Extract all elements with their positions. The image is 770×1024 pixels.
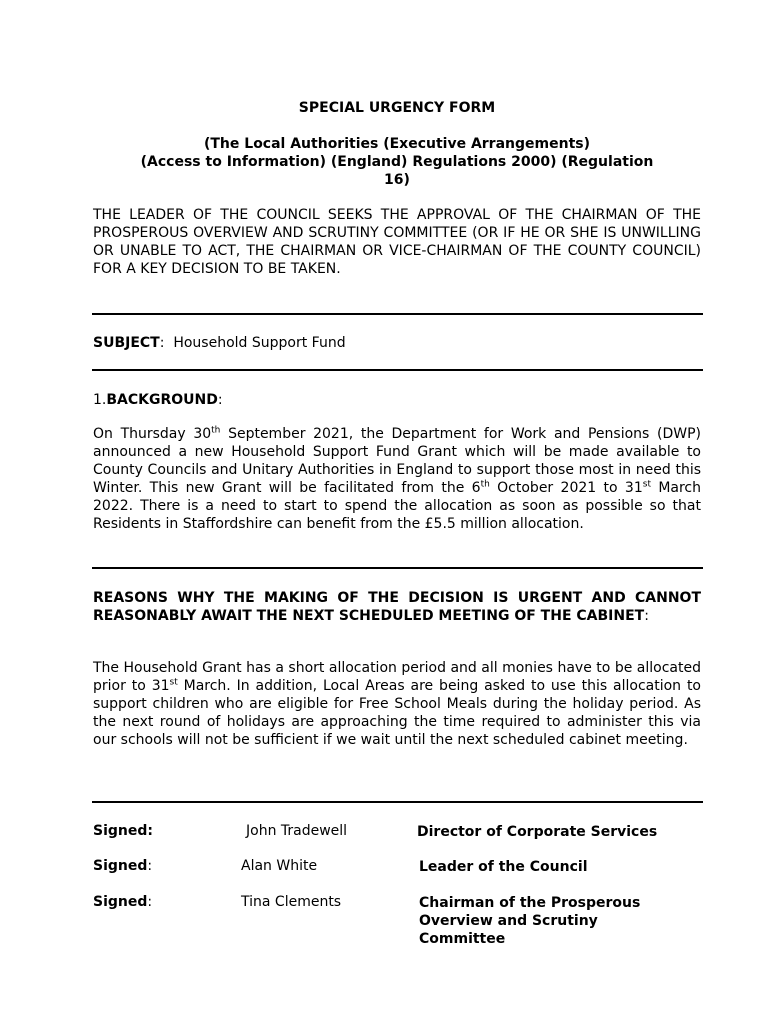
subject-separator: : — [159, 335, 165, 351]
regulation-line-2: (Access to Information) (England) Regulations 2000) (Regulation — [140, 154, 654, 170]
signature-label: Signed: — [93, 894, 153, 910]
signature-name: John Tradewell — [246, 823, 348, 839]
signature-label: Signed: — [93, 823, 153, 839]
signature-name: Tina Clements — [241, 894, 342, 910]
background-text-3: October 2021 to 31 — [489, 480, 643, 496]
subject-label: SUBJECT — [93, 335, 160, 351]
background-number: 1. — [93, 392, 107, 408]
regulation-line-1: (The Local Authorities (Executive Arrangements) — [203, 136, 590, 152]
divider — [92, 567, 703, 569]
subject-line — [93, 334, 701, 352]
background-text-2: September 2021, the Department for Work and Pensions (DWP) announced a new Household Support Fund Grant which will be made available to County Councils and Unitary Authorities in England to support those most in need this Winter. This new Grant will be facilitated from the 6 — [93, 426, 701, 496]
reasons-sup-1: st — [169, 677, 178, 688]
background-heading — [93, 391, 701, 409]
background-text-4: March 2022. There is a need to start to spend the allocation as soon as possible so that Residents in Staffordshire can benefit from the £5.5 million allocation. — [93, 480, 701, 532]
divider — [92, 801, 703, 803]
background-sup-3: st — [642, 479, 651, 490]
reasons-label: REASONS WHY THE MAKING OF THE DECISION IS URGENT AND CANNOT REASONABLY AWAIT THE NEXT SCHEDULED MEETING OF THE CABINET — [93, 590, 701, 624]
reasons-heading — [93, 589, 701, 625]
signature-title: Director of Corporate Services — [417, 824, 658, 840]
background-sup-2: th — [480, 479, 490, 490]
background-text-1: On Thursday 30 — [93, 426, 212, 442]
reasons-separator: : — [644, 608, 649, 624]
reasons-text-1: The Household Grant has a short allocation period and all monies have to be allocated prior to 31 — [93, 660, 701, 694]
background-sup-1: th — [211, 425, 221, 436]
background-paragraph — [93, 425, 701, 533]
divider — [92, 313, 703, 315]
subject-value: Household Support Fund — [173, 335, 346, 351]
reasons-text-2: March. In addition, Local Areas are being asked to use this allocation to support children who are eligible for Free School Meals during the holiday period. As the next round of holidays are approaching the time required to administer this via our schools will not be sufficient if we wait until the next scheduled cabinet meeting. — [93, 678, 702, 748]
background-label: BACKGROUND — [106, 392, 218, 408]
signature-name: Alan White — [241, 858, 318, 874]
regulation-line-3: 16) — [384, 172, 410, 188]
background-separator: : — [217, 392, 223, 408]
form-title: SPECIAL URGENCY FORM — [298, 100, 496, 116]
reasons-paragraph — [93, 659, 701, 749]
intro-paragraph: THE LEADER OF THE COUNCIL SEEKS THE APPROVAL OF THE CHAIRMAN OF THE PROSPEROUS OVERVIEW AND SCRUTINY COMMITTEE (OR IF HE OR SHE IS UNWILLING OR UNABLE TO ACT, THE CHAIRMAN OR VICE-CHAIRMAN OF THE COUNTY COUNCIL) FOR A KEY DECISION TO BE TAKEN. — [93, 207, 701, 277]
signature-title: Chairman of the Prosperous Overview and Scrutiny Committee — [419, 895, 641, 947]
signature-title: Leader of the Council — [419, 859, 588, 875]
divider — [92, 369, 703, 371]
signature-label: Signed: — [93, 858, 153, 874]
